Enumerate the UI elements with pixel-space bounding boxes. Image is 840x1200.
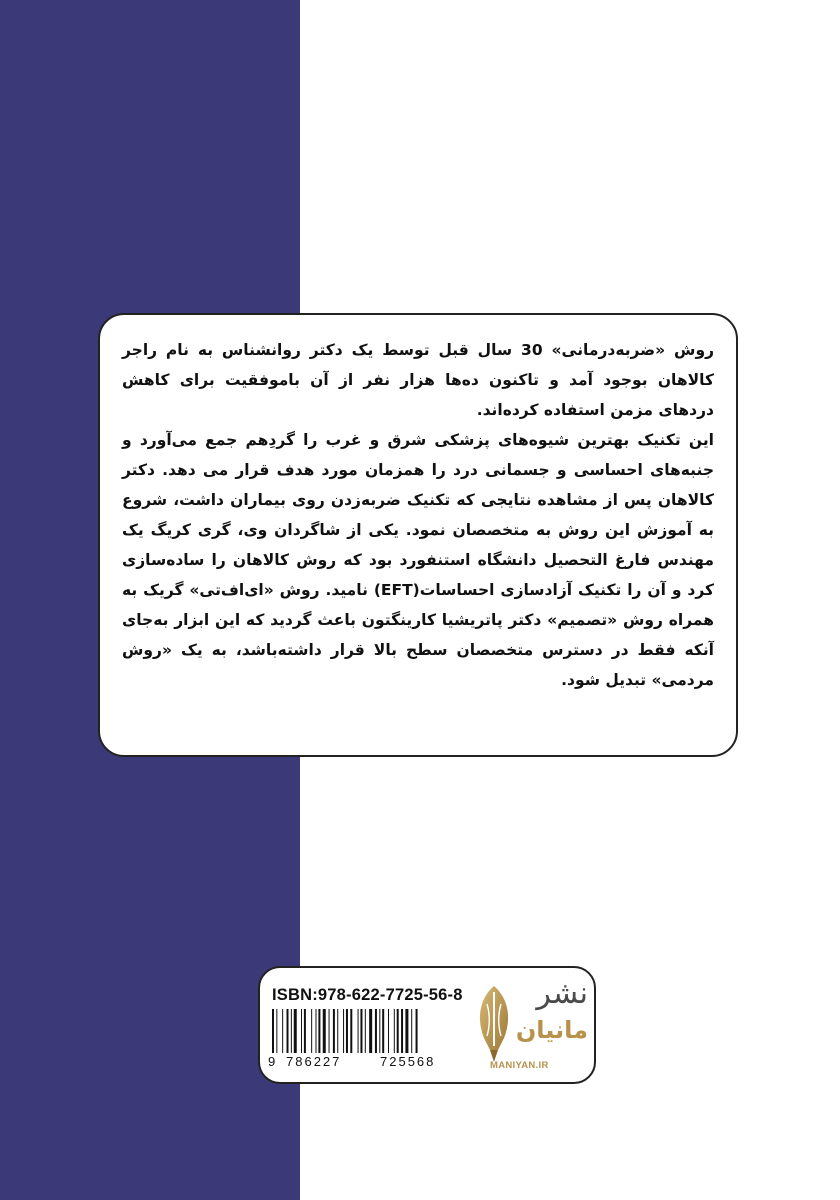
- barcode-bar: [358, 1009, 359, 1053]
- barcode-bar: [379, 1009, 380, 1053]
- barcode-bar: [343, 1009, 344, 1053]
- logo-word-nashr: نشر: [536, 976, 588, 1011]
- barcode-bar: [369, 1009, 372, 1053]
- barcode-bar: [272, 1009, 274, 1053]
- barcode-bar: [360, 1009, 362, 1053]
- barcode-bar: [375, 1009, 377, 1053]
- barcode-bar: [405, 1009, 408, 1053]
- barcode-bar: [291, 1009, 292, 1053]
- barcode-bar: [329, 1009, 330, 1053]
- back-cover-blurb-box: [98, 313, 738, 757]
- isbn-label: ISBN:978-622-7725-56-8: [272, 986, 463, 1004]
- barcode-bar: [397, 1009, 399, 1053]
- barcode-bar: [350, 1009, 352, 1053]
- barcode-bar: [346, 1009, 348, 1053]
- blurb-paragraph-1: روش «ضربه‌درمانی» 30 سال قبل توسط یک دکتر روانشناس به نام راجر کالاهان بوجود آمد و تاکنون ده‌ها هزار نفر از آن باموفقیت برای کاهش دردهای مزمن استفاده کرده‌اند.: [122, 341, 714, 419]
- barcode-bar: [287, 1009, 289, 1053]
- barcode-digit-lead: 9: [268, 1054, 276, 1069]
- barcode-bar: [276, 1009, 277, 1053]
- isbn-barcode: [272, 1009, 472, 1053]
- barcode-bar: [382, 1009, 384, 1053]
- barcode-bar: [323, 1009, 326, 1053]
- publisher-website: MANIYAN.IR: [490, 1060, 549, 1071]
- quill-pen-icon: [474, 984, 514, 1064]
- blurb-paragraph-2: این تکنیک بهترین شیوه‌های پزشکی شرق و غرب را گردِهم جمع می‌آورد و جنبه‌های احساسی و جسمانی درد را همزمان مورد هدف قرار می دهد. دکتر کالاهان پس از مشاهده نتایجی که تکنیک ضربه‌زدن روی بیماران داشت، شروع به آموزش این روش به متخصصان نمود. یکی از شاگردان وی، گری کریگ یک مهندس فارغ التحصیل دانشگاه استنفورد بود که روش کالاهان را ساده‌سازی کرد و آن را تکنیک آزادسازی احساسات(EFT) نامید. روش «ای‌اف‌تی» گریک به همراه روش «تصمیم» دکتر پاتریشیا کارینگتون باعث گردید که این ابزار به‌جای آنکه فقط در دسترس متخصصان سطح بالا قرار داشته‌باشد، به یک «روش مردمی» تبدیل شود.: [122, 431, 714, 689]
- barcode-bar: [294, 1009, 297, 1053]
- barcode-bar: [388, 1009, 389, 1053]
- barcode-digits-left: 786227: [286, 1054, 342, 1069]
- barcode-digits: [268, 1054, 472, 1074]
- blurb-text: [122, 335, 714, 695]
- barcode-bar: [318, 1009, 320, 1053]
- barcode-bar: [304, 1009, 306, 1053]
- barcode-bar: [311, 1009, 312, 1053]
- publisher-logo: [474, 974, 592, 1080]
- barcode-bar: [337, 1009, 338, 1053]
- barcode-bar: [282, 1009, 283, 1053]
- barcode-bar: [365, 1009, 366, 1053]
- barcode-bar: [416, 1009, 418, 1053]
- logo-word-maniyan: مانیان: [515, 1016, 588, 1044]
- barcode-bar: [316, 1009, 317, 1053]
- barcode-bar: [301, 1009, 302, 1053]
- barcode-bar: [333, 1009, 335, 1053]
- isbn-publisher-panel: [258, 966, 596, 1084]
- barcode-bar: [394, 1009, 395, 1053]
- barcode-bar: [401, 1009, 403, 1053]
- barcode-bar: [411, 1009, 412, 1053]
- barcode-digits-right: 725568: [380, 1054, 436, 1069]
